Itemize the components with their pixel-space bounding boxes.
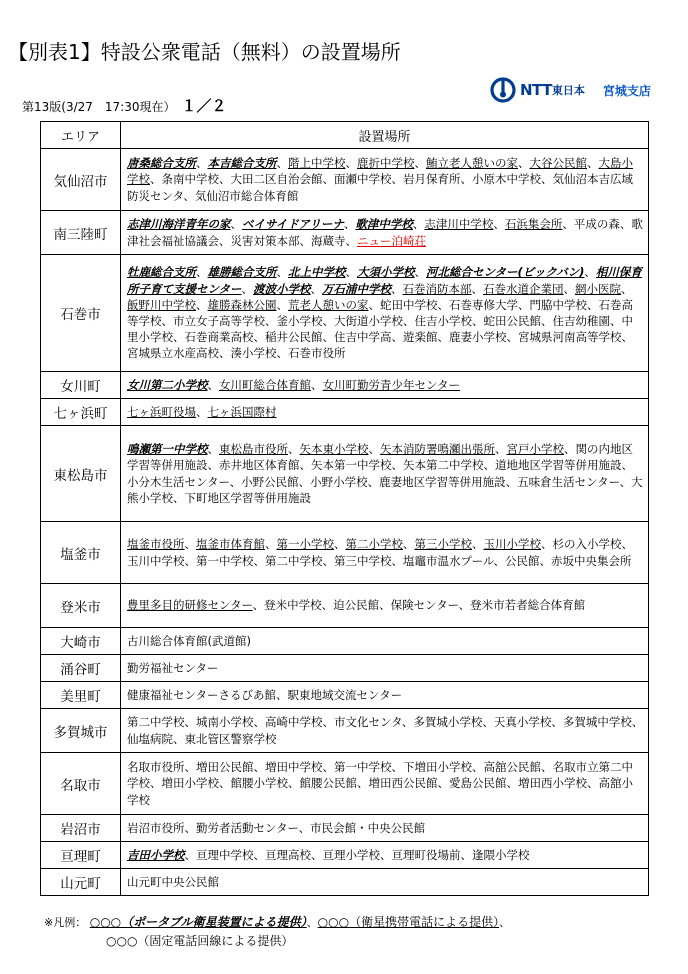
site-satellite-mobile: 第三小学校 [414, 537, 472, 552]
places-cell [121, 522, 649, 584]
site-portable-satellite: 牡鹿総合支所 [127, 265, 196, 280]
places-cell [121, 399, 649, 426]
legend-prefix: ※凡例： [44, 916, 87, 929]
site-portable-satellite: 志津川海洋青年の家 [127, 217, 231, 232]
site-satellite-mobile: 大谷公民館 [529, 156, 587, 171]
places-cell [121, 842, 649, 869]
branch-name: 宮城支店 [602, 83, 651, 98]
site-satellite-mobile: 豊里多目的研修センター [127, 598, 253, 613]
places-cell [121, 709, 649, 753]
site-portable-satellite: 万石浦中学校 [322, 281, 392, 296]
area-cell: 大崎市 [41, 628, 121, 655]
site-portable-satellite: 河北総合センター(ビックバン) [426, 265, 585, 280]
site-text: 、 [196, 404, 208, 419]
site-text: 、平成の森、歌津社会福祉協議会、災害対策本部、海蔵寺、 [127, 217, 643, 248]
site-text: 、登米中学校、迫公民館、保険センター、登米市若者総合体育館 [252, 598, 586, 613]
site-portable-satellite: 女川第二小学校 [127, 377, 208, 392]
area-cell: 多賀城市 [41, 709, 121, 753]
site-text: 、 [621, 281, 633, 296]
site-text: 、 [391, 281, 403, 296]
site-text: 、 [276, 156, 288, 171]
places-cell [121, 815, 649, 842]
site-satellite-mobile: 石巻水道企業団 [483, 281, 564, 296]
table-header-row [41, 122, 649, 149]
site-text: 、 [368, 442, 380, 457]
area-cell: 名取市 [41, 753, 121, 815]
table-row [41, 211, 649, 255]
ntt-east-logo [490, 76, 651, 104]
site-satellite-mobile: 矢本東小学校 [299, 442, 369, 457]
site-text: 勤労福祉センター [127, 660, 219, 675]
table-row [41, 426, 649, 522]
site-text: 健康福祉センターさるびあ館、駅東地域交流センター [127, 687, 403, 702]
site-text: 、 [230, 217, 242, 232]
site-satellite-mobile: 女川町勤労青少年センター [322, 377, 461, 392]
site-satellite-mobile: 女川町総合体育館 [219, 377, 311, 392]
site-text: 、 [587, 156, 599, 171]
site-text: 、 [196, 265, 208, 280]
site-satellite-mobile: 志津川中学校 [424, 217, 494, 232]
area-cell: 女川町 [41, 372, 121, 399]
site-text: 古川総合体育館(武道館) [127, 633, 251, 648]
page-title: 【別表1】特設公衆電話（無料）の設置場所 [8, 40, 401, 64]
table-row [41, 628, 649, 655]
site-portable-satellite: 北上中学校 [288, 265, 346, 280]
site-text: 、 [343, 217, 356, 232]
table-row [41, 753, 649, 815]
site-text: 、 [311, 377, 323, 392]
table-row [41, 815, 649, 842]
site-portable-satellite: 歌津中学校 [355, 217, 413, 232]
site-satellite-mobile: 大島小学校 [127, 156, 633, 187]
site-text: 、 [518, 156, 530, 171]
site-text: 、 [276, 265, 288, 280]
site-text: 山元町中央公民館 [127, 874, 219, 889]
table-row [41, 842, 649, 869]
area-cell: 東松島市 [41, 426, 121, 522]
legend-portable-satellite: ○○○（ポータブル衛星装置による提供） [89, 915, 307, 929]
site-text: 、 [207, 442, 219, 457]
table-body [41, 149, 649, 896]
site-satellite-mobile: 荒老人憩いの家 [288, 297, 369, 312]
site-text: 、 [334, 537, 346, 552]
site-text: 、 [414, 156, 426, 171]
site-text: 、亘理中学校、亘理高校、亘理小学校、亘理町役場前、逢隈小学校 [184, 847, 530, 862]
area-cell: 塩釜市 [41, 522, 121, 584]
site-text: 第二中学校、城南小学校、高崎中学校、市文化センタ、多賀城小学校、天真小学校、多賀城中学校、仙塩病院、東北管区警察学校 [127, 715, 644, 746]
places-cell [121, 584, 649, 628]
site-text: 条南中学校、大田二区自治会館、面瀬中学校、岩月保育所、小原木中学校、気仙沼本吉広域防災センタ、気仙沼市総合体育館 [127, 172, 633, 203]
site-text: 、 [288, 442, 300, 457]
table-row [41, 399, 649, 426]
site-portable-satellite: 渡波小学校 [253, 281, 311, 296]
site-text: 、 [563, 281, 576, 296]
site-portable-satellite: 大須小学校 [357, 265, 415, 280]
site-text: 、 [471, 281, 484, 296]
logo-ntt-text: NTT [520, 81, 552, 99]
legend-fixed-line: ○○○（固定電話回線による提供） [106, 934, 294, 948]
site-portable-satellite: 雄勝総合支所 [207, 265, 277, 280]
places-cell [121, 682, 649, 709]
site-satellite-mobile: 玉川小学校 [483, 537, 541, 552]
logo-east-text: 東日本 [551, 84, 585, 97]
site-satellite-mobile: 石巻消防本部 [402, 281, 472, 296]
site-text: 、 [265, 537, 277, 552]
site-portable-satellite: 吉田小学校 [127, 847, 185, 862]
site-text: 、関の内地区学習等併用施設、赤井地区体育館、矢本第一中学校、矢本第二中学校、道地地区学習等併用施設、小分木生活センター、小野公民館、小野小学校、鹿妻地区学習等併用施設、五味倉生活センター、大熊小学校、下町地区学習等併用施設 [127, 442, 643, 505]
table-row [41, 372, 649, 399]
site-portable-satellite: 鳴瀬第一中学校 [127, 442, 208, 457]
area-cell: 登米市 [41, 584, 121, 628]
site-text: 、 [403, 537, 415, 552]
area-cell: 山元町 [41, 869, 121, 896]
site-satellite-mobile: 矢本消防署鳴瀬出張所 [380, 442, 495, 457]
area-cell: 亘理町 [41, 842, 121, 869]
site-text: 、 [310, 281, 323, 296]
legend-row-1 [44, 913, 510, 932]
installation-sites-table [40, 121, 649, 896]
site-text: 名取市役所、増田公民館、増田中学校、第一中学校、下増田小学校、高舘公民館、名取市立第二中学校、増田小学校、館腰小学校、館腰公民館、増田西公民館、愛島公民館、増田西小学校、高舘小学校 [127, 760, 633, 807]
site-text: 、 [196, 156, 208, 171]
table-row [41, 869, 649, 896]
places-cell [121, 149, 649, 211]
site-portable-satellite: 唐桑総合支所 [127, 156, 196, 171]
area-cell: 石巻市 [41, 255, 121, 372]
site-satellite-mobile: 七ヶ浜町役場 [127, 404, 196, 419]
page-number: １／２ [181, 97, 227, 115]
site-satellite-mobile: 階上中学校 [288, 156, 346, 171]
site-satellite-mobile: 石浜集会所 [504, 217, 563, 232]
site-satellite-mobile: 網小医院 [575, 281, 622, 296]
edition-label: 第13版(3/27 17:30現在） [22, 100, 176, 114]
area-cell: 涌谷町 [41, 655, 121, 682]
site-satellite-mobile: 第二小学校 [345, 537, 403, 552]
site-satellite-mobile: 塩釜市体育館 [196, 537, 265, 552]
legend-row-2 [44, 932, 510, 951]
table-row [41, 522, 649, 584]
site-satellite-mobile: 鮪立老人憩いの家 [426, 156, 518, 171]
site-text: 、 [345, 265, 357, 280]
site-satellite-mobile: 鹿折中学校 [357, 156, 415, 171]
site-text: 、 [345, 156, 357, 171]
site-portable-satellite: 本吉総合支所 [207, 156, 277, 171]
site-satellite-mobile: 雄勝森林公園 [207, 297, 277, 312]
places-cell [121, 255, 649, 372]
site-text: 、 [412, 217, 425, 232]
site-satellite-mobile: 飯野川中学校 [127, 297, 196, 312]
site-text: 、 [472, 537, 484, 552]
table-row [41, 149, 649, 211]
site-text: 、杉の入小学校、玉川中学校、第一中学校、第二中学校、第三中学校、塩竈市温水プール、公民館、赤坂中央集会所 [127, 537, 633, 568]
site-portable-satellite: ベイサイドアリーナ [242, 217, 344, 232]
places-cell [121, 753, 649, 815]
area-cell: 気仙沼市 [41, 149, 121, 211]
table-row [41, 584, 649, 628]
site-text: 、 [493, 217, 505, 232]
site-text: 、蛇田中学校、石巻専修大学、門脇中学校、石巻高等学校、市立女子高等学校、釜小学校、大街道小学校、住吉小学校、蛇田公民館、住吉幼稚園、中里小学校、石巻商業高校、稲井公民館、住吉中学高、遊楽館、鹿妻小学校、宮城県河南高等学校、宮城県立水産高校、湊小学校、石巻市役所 [127, 297, 633, 361]
ntt-logo-icon [490, 77, 516, 103]
places-cell [121, 211, 649, 255]
places-cell [121, 372, 649, 399]
table-row [41, 655, 649, 682]
area-cell: 七ヶ浜町 [41, 399, 121, 426]
site-text: 、 [584, 265, 596, 280]
site-text: 、 [150, 172, 162, 187]
site-satellite-mobile: 塩釜市役所 [127, 537, 185, 552]
legend-separator: 、 [306, 916, 318, 929]
area-cell: 岩沼市 [41, 815, 121, 842]
site-satellite-mobile: 東松島市役所 [219, 442, 288, 457]
column-header-places: 設置場所 [121, 122, 649, 149]
table-row [41, 709, 649, 753]
table-row [41, 255, 649, 372]
site-text: 、 [207, 377, 219, 392]
site-text: 、 [414, 265, 426, 280]
site-highlight: ニュー泊崎荘 [357, 233, 426, 248]
site-text: 、 [241, 281, 254, 296]
edition-info [22, 95, 227, 116]
site-portable-satellite: 相川保育所子育て支援センター [127, 265, 642, 296]
area-cell: 美里町 [41, 682, 121, 709]
legend-tail: 、 [499, 916, 511, 929]
places-cell [121, 869, 649, 896]
places-cell [121, 655, 649, 682]
legend [44, 913, 510, 951]
site-text: 岩沼市役所、勤労者活動センター、市民会館・中央公民館 [127, 820, 426, 835]
places-cell [121, 426, 649, 522]
places-cell [121, 628, 649, 655]
site-satellite-mobile: 七ヶ浜国際村 [207, 404, 277, 419]
legend-satellite-mobile: ○○○（衛星携帯電話による提供） [317, 915, 500, 929]
area-cell: 南三陸町 [41, 211, 121, 255]
site-text: 、 [495, 442, 507, 457]
column-header-area: エリア [41, 122, 121, 149]
site-satellite-mobile: 第一小学校 [276, 537, 334, 552]
site-satellite-mobile: 宮戸小学校 [506, 442, 564, 457]
site-text: 、 [184, 537, 196, 552]
site-text: 、 [196, 297, 208, 312]
site-text: 、 [276, 297, 288, 312]
table-row [41, 682, 649, 709]
